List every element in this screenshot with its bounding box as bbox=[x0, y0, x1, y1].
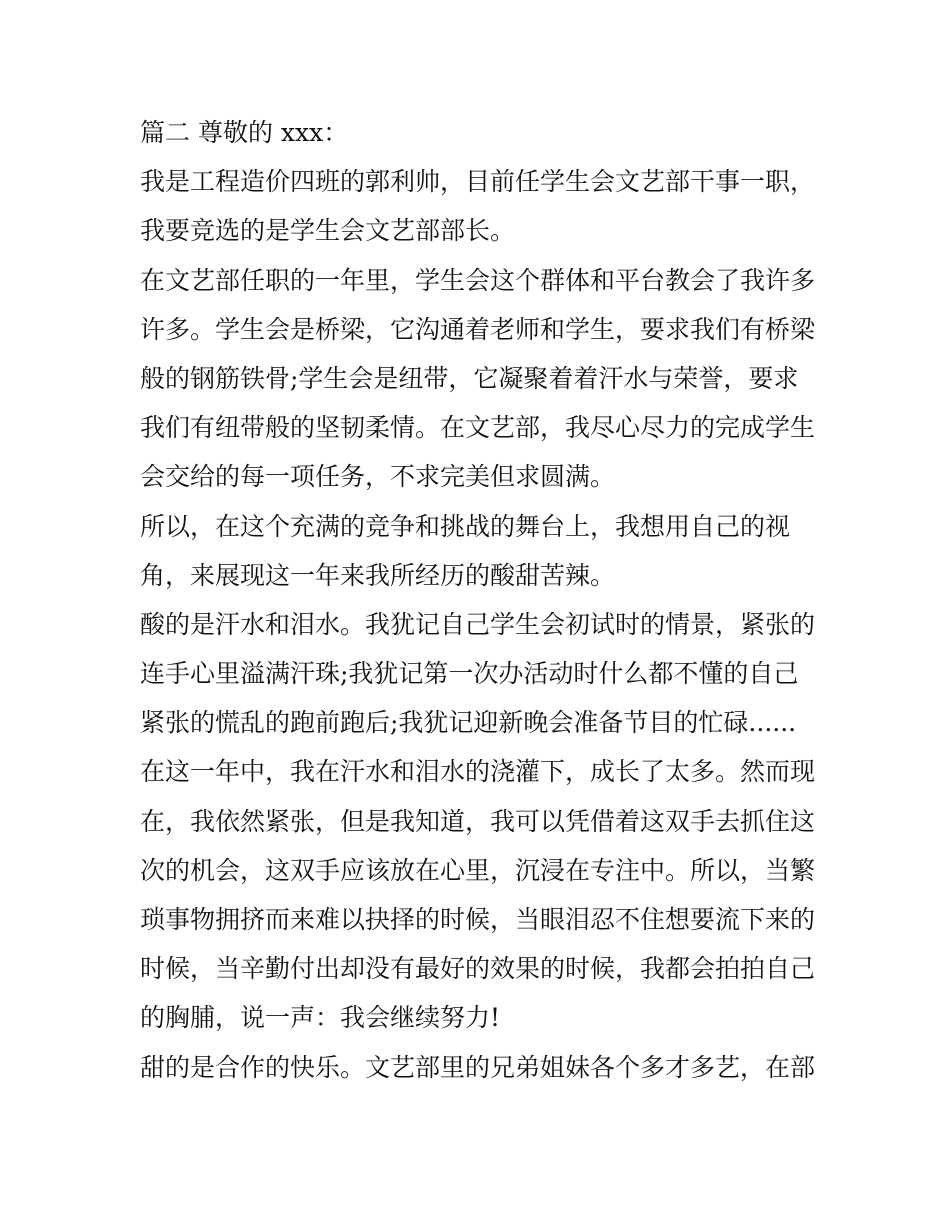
text-line: 琐事物拥挤而来难以抉择的时候，当眼泪忍不住想要流下来的 bbox=[140, 905, 816, 934]
text-line: 在这一年中，我在汗水和泪水的浇灌下，成长了太多。然而现 bbox=[140, 757, 816, 787]
text-line: 角，来展现这一年来我所经历的酸甜苦辣。 bbox=[140, 560, 616, 590]
text-line: 我要竞选的是学生会文艺部部长。 bbox=[140, 216, 516, 246]
text-line: 篇二 尊敬的 xxx： bbox=[140, 118, 349, 147]
text-line: 次的机会，这双手应该放在心里，沉浸在专注中。所以，当繁 bbox=[140, 855, 816, 885]
text-line: 我是工程造价四班的郭利帅，目前任学生会文艺部干事一职， bbox=[140, 167, 816, 197]
paragraph bbox=[140, 157, 830, 255]
text-line: 连手心里溢满汗珠;我犹记第一次办活动时什么都不懂的自己 bbox=[140, 659, 799, 689]
paragraph-heading bbox=[140, 108, 830, 157]
paragraph bbox=[140, 600, 830, 748]
text-line: 会交给的每一项任务，不求完美但求圆满。 bbox=[140, 462, 616, 492]
text-line: 所以，在这个充满的竞争和挑战的舞台上，我想用自己的视 bbox=[140, 511, 791, 541]
text-line: 的胸脯，说一声：我会继续努力! bbox=[140, 1003, 501, 1033]
text-line: 在，我依然紧张，但是我知道，我可以凭借着这双手去抓住这 bbox=[140, 806, 816, 836]
text-line: 酸的是汗水和泪水。我犹记自己学生会初试时的情景，紧张的 bbox=[140, 609, 816, 639]
paragraph bbox=[140, 256, 830, 502]
paragraph bbox=[140, 1043, 830, 1092]
paragraph bbox=[140, 747, 830, 1042]
paragraph bbox=[140, 502, 830, 600]
text-line: 甜的是合作的快乐。文艺部里的兄弟姐妹各个多才多艺，在部 bbox=[140, 1052, 816, 1082]
text-line: 时候，当辛勤付出却没有最好的效果的时候，我都会拍拍自己 bbox=[140, 954, 816, 984]
text-line: 在文艺部任职的一年里，学生会这个群体和平台教会了我许多 bbox=[140, 265, 816, 295]
text-line: 般的钢筋铁骨;学生会是纽带，它凝聚着着汗水与荣誉，要求 bbox=[140, 363, 799, 393]
text-line: 许多。学生会是桥梁，它沟通着老师和学生，要求我们有桥梁 bbox=[140, 314, 816, 344]
document-body bbox=[140, 108, 830, 1092]
text-line: 紧张的慌乱的跑前跑后;我犹记迎新晚会准备节目的忙碌...... bbox=[140, 708, 797, 738]
text-line: 我们有纽带般的坚韧柔情。在文艺部，我尽心尽力的完成学生 bbox=[140, 413, 816, 443]
